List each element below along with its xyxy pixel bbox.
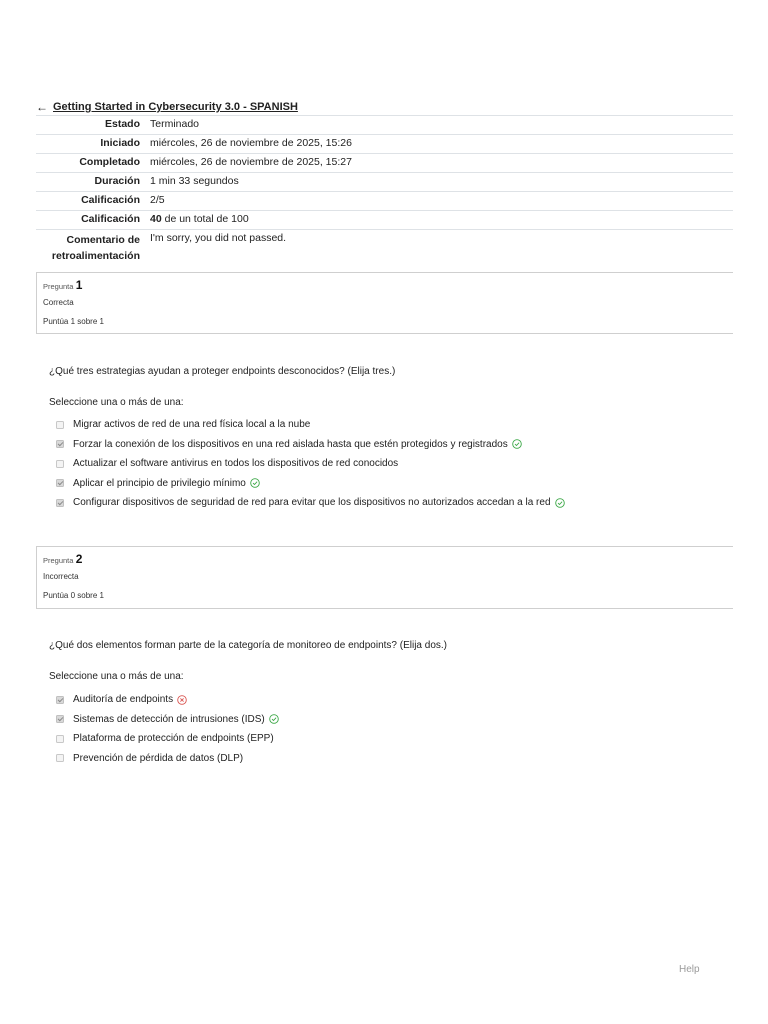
question-1-text: ¿Qué tres estrategias ayudan a proteger endpoints desconocidos? (Elija tres.) [49,366,396,377]
answer-checkbox[interactable] [56,735,64,743]
question-2-answers [56,690,279,768]
answer-option[interactable] [56,710,279,730]
answer-checkbox[interactable] [56,499,64,507]
summary-value: miércoles, 26 de noviembre de 2025, 15:26 [146,135,733,154]
summary-row-feedback [36,230,733,268]
summary-key: Estado [36,116,146,135]
question-2-info [36,546,733,609]
check-circle-icon [269,714,279,724]
answer-text: Prevención de pérdida de datos (DLP) [73,752,244,764]
check-circle-icon [512,439,522,449]
summary-key: Completado [36,154,146,173]
question-label: Pregunta [43,556,74,565]
summary-value: 2/5 [146,192,733,211]
back-arrow-icon: ← [36,100,48,114]
summary-value: I'm sorry, you did not passed. [146,230,733,268]
question-2-text: ¿Qué dos elementos forman parte de la categoría de monitoreo de endpoints? (Elija dos.) [49,640,448,651]
summary-key: Calificación [36,211,146,230]
question-state: Correcta [43,298,74,307]
feedback-key-line1: Comentario de [66,234,140,246]
summary-row-state [36,116,733,135]
question-number: 2 [75,552,83,566]
summary-row-marks [36,192,733,211]
question-number: 1 [75,278,83,292]
answer-option[interactable] [56,474,565,494]
answer-text: Configurar dispositivos de seguridad de red para evitar que los dispositivos no autorizados accedan a la red [73,497,551,509]
feedback-key-line2: retroalimentación [51,250,140,262]
answer-option[interactable] [56,749,279,769]
question-2-prompt: Seleccione una o más de una: [49,671,184,682]
answer-option[interactable] [56,435,565,455]
back-to-course-link[interactable] [36,99,298,115]
question-1-prompt: Seleccione una o más de una: [49,397,184,408]
answer-text: Auditoría de endpoints [73,694,174,706]
summary-value: 1 min 33 segundos [146,173,733,192]
answer-checkbox[interactable] [56,754,64,762]
answer-option[interactable] [56,493,565,513]
answer-text: Migrar activos de red de una red física local a la nube [73,419,311,431]
answer-text: Plataforma de protección de endpoints (EPP) [73,733,274,745]
question-grade: Puntúa 1 sobre 1 [43,317,104,326]
answer-checkbox[interactable] [56,696,64,704]
summary-value [146,211,733,230]
answer-option[interactable] [56,690,279,710]
answer-option[interactable] [56,415,565,435]
answer-text: Aplicar el principio de privilegio mínimo [73,477,246,489]
question-1-answers [56,415,565,513]
summary-key: Iniciado [36,135,146,154]
answer-checkbox[interactable] [56,460,64,468]
answer-text: Forzar la conexión de los dispositivos en una red aislada hasta que estén protegidos y registrados [73,438,508,450]
answer-checkbox[interactable] [56,440,64,448]
answer-checkbox[interactable] [56,421,64,429]
course-title[interactable]: Getting Started in Cybersecurity 3.0 - SPANISH [53,101,298,113]
grade-total: de un total de 100 [161,213,249,225]
answer-checkbox[interactable] [56,479,64,487]
answer-text: Sistemas de detección de intrusiones (IDS) [73,713,265,725]
answer-option[interactable] [56,454,565,474]
question-grade: Puntúa 0 sobre 1 [43,591,104,600]
summary-row-completed [36,154,733,173]
question-label: Pregunta [43,282,74,291]
answer-option[interactable] [56,729,279,749]
grade-score: 40 [150,213,162,225]
summary-row-started [36,135,733,154]
answer-checkbox[interactable] [56,715,64,723]
x-circle-icon [177,695,187,705]
check-circle-icon [250,478,260,488]
summary-key [36,230,146,268]
attempt-summary-table [36,115,733,267]
summary-value: miércoles, 26 de noviembre de 2025, 15:27 [146,154,733,173]
summary-row-grade [36,211,733,230]
summary-key: Duración [36,173,146,192]
summary-row-duration [36,173,733,192]
question-1-info [36,272,733,334]
answer-text: Actualizar el software antivirus en todos los dispositivos de red conocidos [73,458,399,470]
help-link[interactable]: Help [679,964,700,975]
check-circle-icon [555,498,565,508]
summary-key: Calificación [36,192,146,211]
summary-value: Terminado [146,116,733,135]
question-state: Incorrecta [43,572,79,581]
